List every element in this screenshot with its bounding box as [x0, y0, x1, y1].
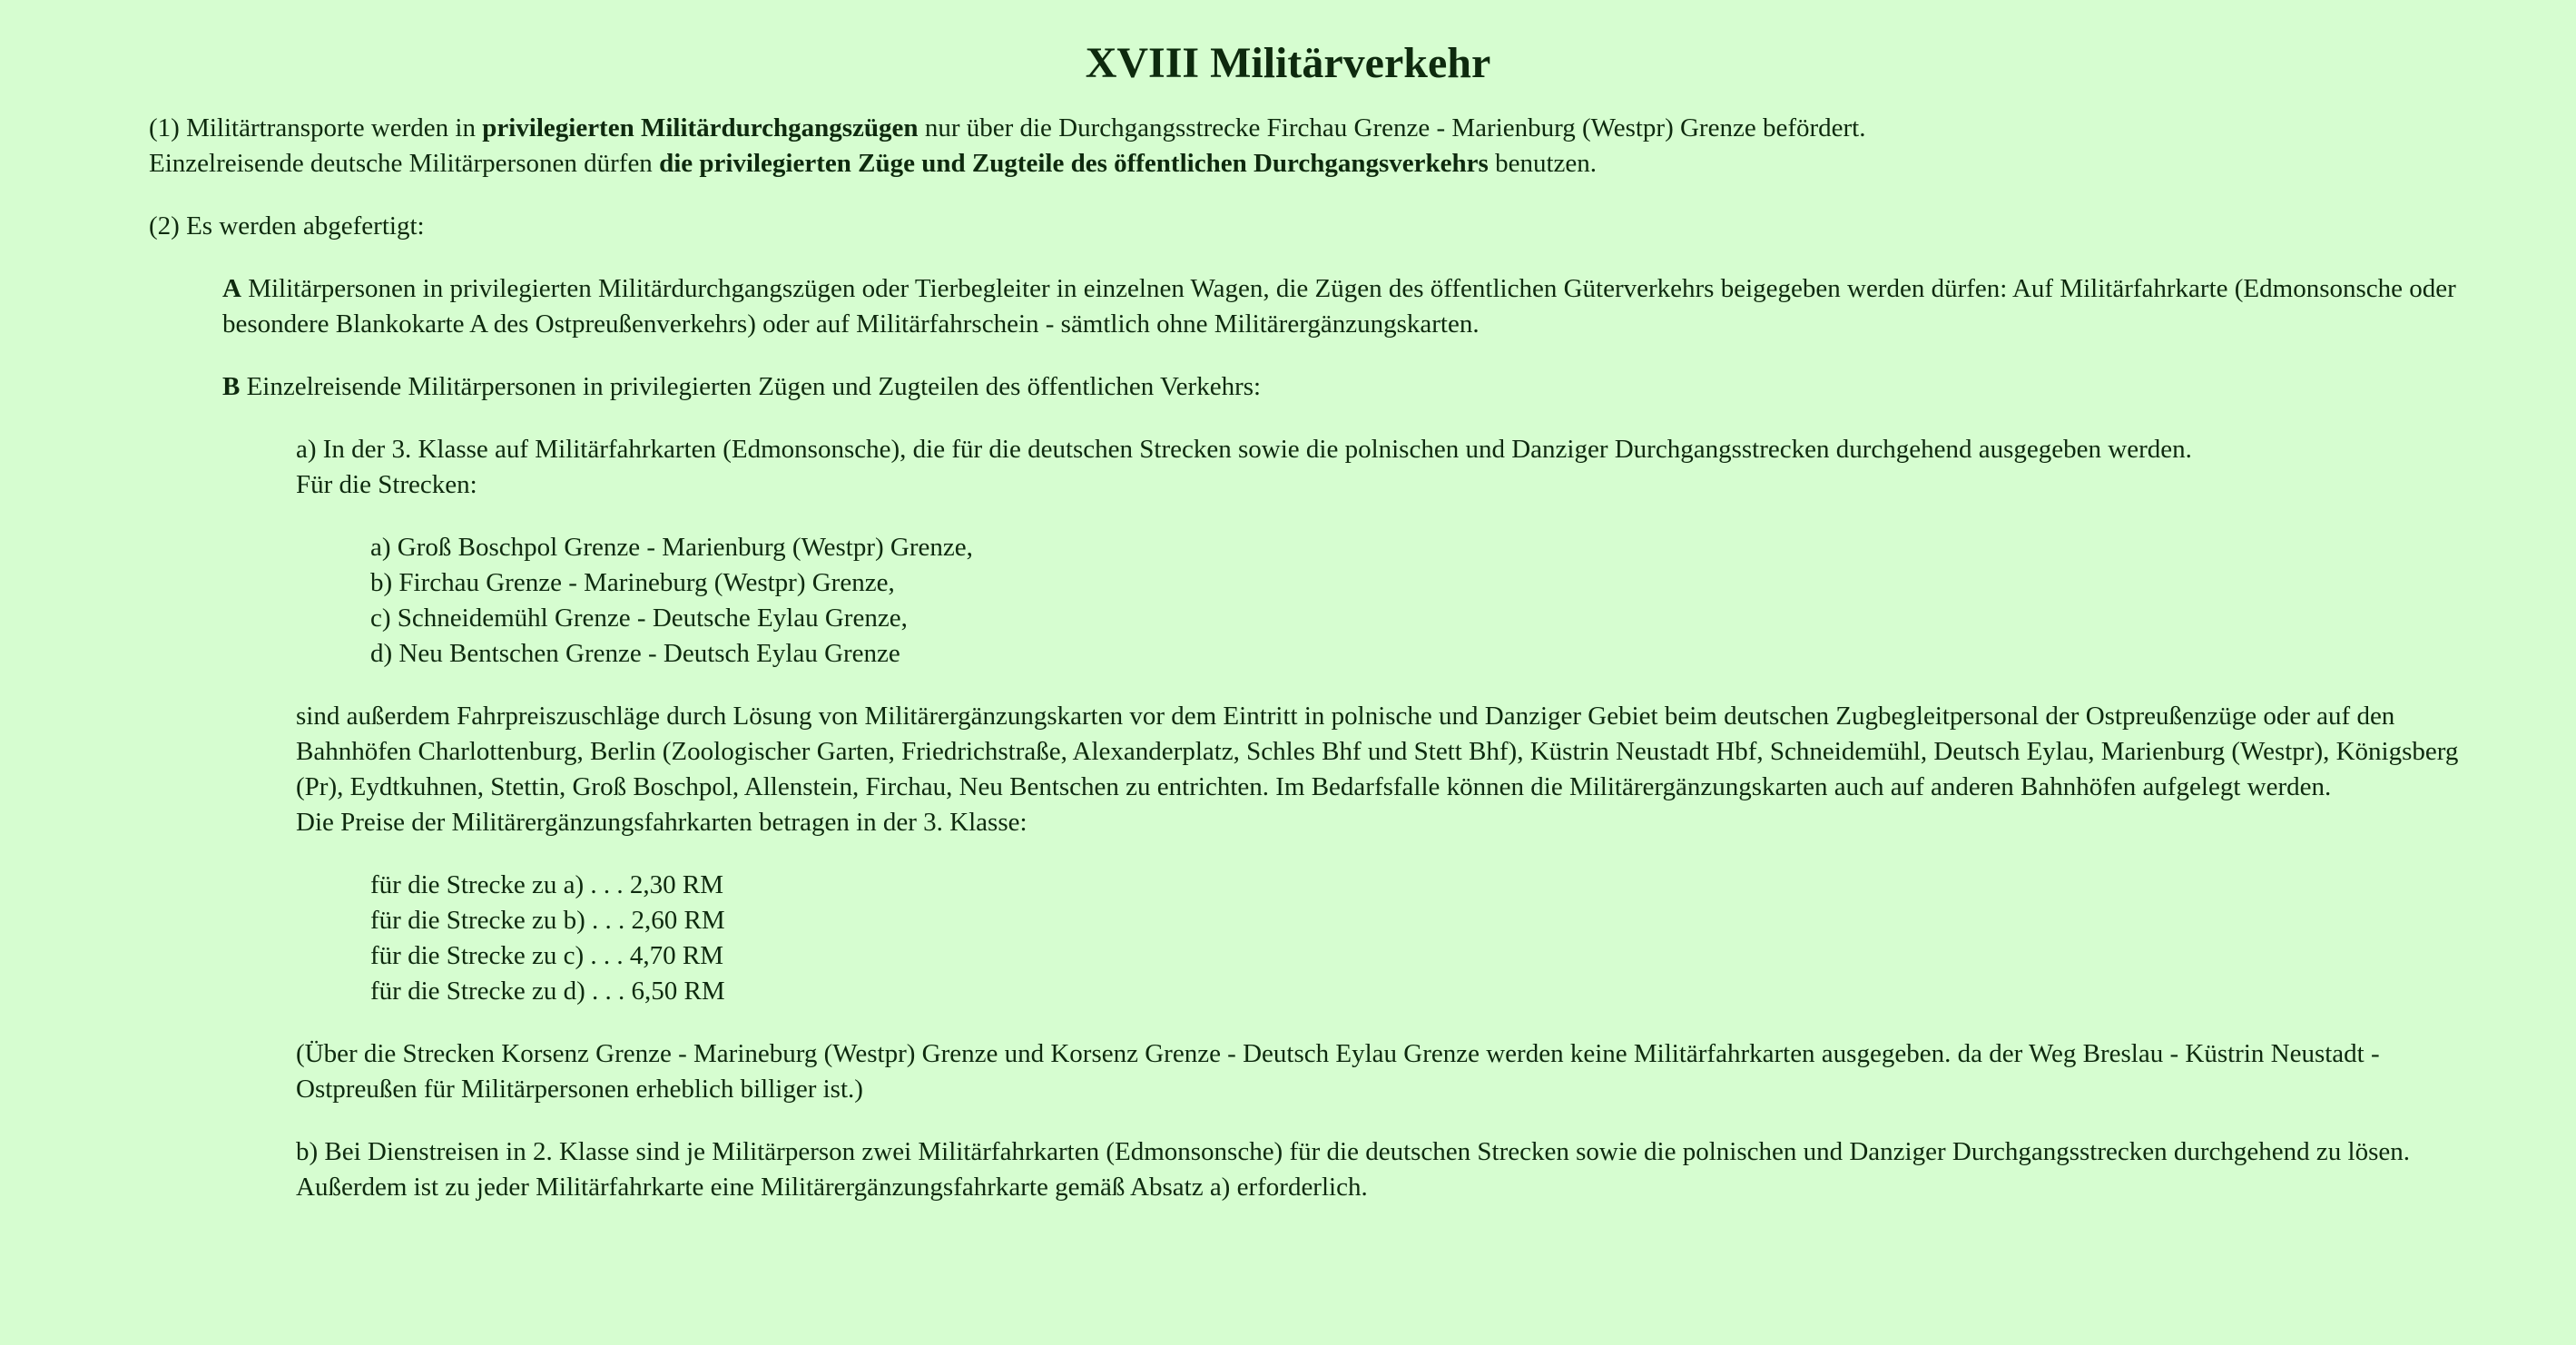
routes-list — [370, 530, 2473, 672]
paragraph-1-sentence-1 — [149, 111, 2473, 146]
text: nur über die Durchgangsstrecke Firchau Grenze - Marienburg (Westpr) Grenze befördert. — [918, 113, 1866, 142]
surcharge-block — [296, 699, 2473, 840]
document — [149, 36, 2473, 1205]
section-b — [222, 369, 2473, 405]
list-item: d) Neu Bentschen Grenze - Deutsch Eylau Grenze — [370, 639, 900, 668]
list-item: für die Strecke zu c) . . . 4,70 RM — [370, 941, 723, 970]
text: Einzelreisende deutsche Militärpersonen dürfen — [149, 149, 660, 178]
strecken-label: Für die Strecken: — [296, 470, 477, 499]
note: (Über die Strecken Korsenz Grenze - Marineburg (Westpr) Grenze und Korsenz Grenze - Deutsch Eylau Grenze werden keine Militärfahrkarten ausgegeben. da der Weg Breslau - Küstrin Neustadt - Ostpreußen für Militärpersonen erheblich billiger ist.) — [296, 1039, 2380, 1104]
prices-label: Die Preise der Militärergänzungsfahrkarten betragen in der 3. Klasse: — [296, 808, 1027, 837]
bold-text: privilegierten Militärdurchgangszügen — [482, 113, 919, 142]
list-item: a) Groß Boschpol Grenze - Marienburg (Westpr) Grenze, — [370, 533, 973, 562]
paragraph-2: (2) Es werden abgefertigt: — [149, 211, 425, 241]
list-item: b) Firchau Grenze - Marineburg (Westpr) Grenze, — [370, 568, 895, 597]
page-title: XVIII Militärverkehr — [1085, 39, 1491, 87]
section-b-text: Einzelreisende Militärpersonen in privilegierten Zügen und Zugteilen des öffentlichen Verkehrs: — [240, 372, 1262, 401]
surcharge-text: sind außerdem Fahrpreiszuschläge durch Lösung von Militärergänzungskarten vor dem Eintritt in polnische und Danziger Gebiet beim deutschen Zugbegleitpersonal der Ostpreußenzüge oder auf den Bahnhöfen Charlottenburg, Berlin (Zoologischer Garten, Friedrichstraße, Alexanderplatz, Schles Bhf und Stett Bhf), Küstrin Neustadt Hbf, Schneidemühl, Deutsch Eylau, Marienburg (Westpr), Königsberg (Pr), Eydtkuhnen, Stettin, Groß Boschpol, Allenstein, Firchau, Neu Bentschen zu entrichten. Im Bedarfsfalle können die Militärergänzungskarten auch auf anderen Bahnhöfen aufgelegt werden. — [296, 702, 2459, 801]
list-item: c) Schneidemühl Grenze - Deutsche Eylau Grenze, — [370, 604, 908, 633]
bold-text: die privilegierten Züge und Zugteile des öffentlichen Durchgangsverkehrs — [659, 149, 1489, 178]
list-item: für die Strecke zu b) . . . 2,60 RM — [370, 906, 725, 935]
part-a-intro-block — [296, 432, 2473, 503]
section-b-label: B — [222, 372, 241, 401]
part-a-intro: a) In der 3. Klasse auf Militärfahrkarten (Edmonsonsche), die für die deutschen Strecken sowie die polnischen und Danziger Durchgangsstrecken durchgehend ausgegeben werden. — [296, 435, 2192, 464]
paragraph-1 — [149, 111, 2473, 182]
part-b-line-2: Außerdem ist zu jeder Militärfahrkarte eine Militärergänzungsfahrkarte gemäß Absatz a) erforderlich. — [296, 1173, 1368, 1202]
section-a — [222, 271, 2473, 342]
prices-list — [370, 868, 2473, 1009]
part-b-line-1: b) Bei Dienstreisen in 2. Klasse sind je Militärperson zwei Militärfahrkarten (Edmonsonsche) für die deutschen Strecken sowie die polnischen und Danziger Durchgangsstrecken durchgehend zu lösen. — [296, 1137, 2410, 1166]
section-a-text: Militärpersonen in privilegierten Militärdurchgangszügen oder Tierbegleiter in einzelnen Wagen, die Zügen des öffentlichen Güterverkehrs beigegeben werden dürfen: Auf Militärfahrkarte (Edmonsonsche oder besondere Blankokarte A des Ostpreußenverkehrs) oder auf Militärfahrschein - sämtlich ohne Militärergänzungskarten. — [222, 274, 2456, 339]
paragraph-1-sentence-2 — [149, 146, 2473, 182]
list-item: für die Strecke zu a) . . . 2,30 RM — [370, 870, 723, 899]
section-a-label: A — [222, 274, 241, 303]
text: (1) Militärtransporte werden in — [149, 113, 483, 142]
list-item: für die Strecke zu d) . . . 6,50 RM — [370, 977, 725, 1006]
text: benutzen. — [1488, 149, 1597, 178]
part-b-block — [296, 1134, 2473, 1205]
